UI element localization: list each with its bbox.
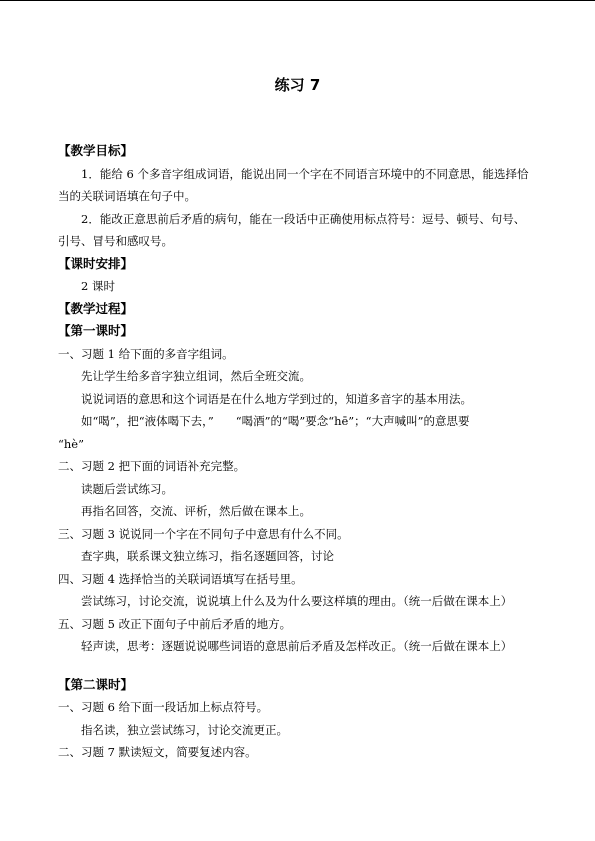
section-heading-lesson-2: 【第二课时】 — [58, 676, 134, 692]
section-heading-lesson-1: 【第一课时】 — [58, 323, 134, 338]
exercise-1-step-3: 如“喝”，把“液体喝下去，” “喝酒”的“喝”要念“hē”；“大声喊叫”的意思要 — [81, 414, 470, 428]
goal-2-line-1: 2．能改正意思前后矛盾的病句，能在一段话中正确使用标点符号：逗号、顿号、句号、 — [81, 211, 526, 226]
exercise-6-heading: 一、习题 6 给下面一段话加上标点符号。 — [58, 700, 269, 714]
exercise-3-heading: 三、习题 3 说说同一个字在不同句子中意思有什么不同。 — [58, 526, 349, 541]
schedule-hours: 2 课时 — [81, 279, 115, 293]
exercise-2-heading: 二、习题 2 把下面的词语补充完整。 — [58, 459, 246, 473]
exercise-6-step-1: 指名读，独立尝试练习，讨论交流更正。 — [81, 722, 288, 737]
exercise-1-step-3-continued: “hè” — [58, 436, 84, 451]
exercise-4-step-1: 尝试练习，讨论交流，说说填上什么及为什么要这样填的理由。（统一后做在课本上） — [81, 594, 513, 608]
document-body — [58, 140, 544, 764]
goal-2-line-2: 引号、冒号和感叹号。 — [58, 234, 173, 248]
section-heading-schedule: 【课时安排】 — [58, 255, 134, 271]
exercise-2-step-1: 读题后尝试练习。 — [81, 481, 173, 496]
exercise-1-heading: 一、习题 1 给下面的多音字组词。 — [58, 346, 234, 361]
exercise-3-step-1: 查字典，联系课文独立练习，指名逐题回答，讨论 — [81, 549, 334, 563]
exercise-1-step-1: 先让学生给多音字独立组词，然后全班交流。 — [81, 369, 311, 383]
exercise-1-step-2: 说说词语的意思和这个词语是在什么地方学到过的，知道多音字的基本用法。 — [81, 391, 472, 406]
section-heading-process: 【教学过程】 — [58, 300, 134, 316]
goal-1-line-1: 1．能给 6 个多音字组成词语，能说出同一个字在不同语言环境中的不同意思，能选择恰 — [81, 166, 529, 181]
page-title: 练习 7 — [274, 76, 321, 94]
section-spacer — [58, 658, 544, 674]
top-border-line — [0, 0, 595, 1]
goal-1-line-2: 当的关联词语填在句子中。 — [58, 189, 196, 203]
exercise-4-heading: 四、习题 4 选择恰当的关联词语填写在括号里。 — [58, 571, 303, 586]
exercise-5-step-1: 轻声读，思考：逐题说说哪些词语的意思前后矛盾及怎样改正。（统一后做在课本上） — [81, 639, 513, 653]
exercise-2-step-2: 再指名回答，交流、评析，然后做在课本上。 — [81, 504, 311, 518]
exercise-7-heading: 二、习题 7 默读短文，简要复述内容。 — [58, 745, 257, 759]
section-heading-goals: 【教学目标】 — [58, 143, 134, 158]
exercise-5-heading: 五、习题 5 改正下面句子中前后矛盾的地方。 — [58, 616, 292, 631]
